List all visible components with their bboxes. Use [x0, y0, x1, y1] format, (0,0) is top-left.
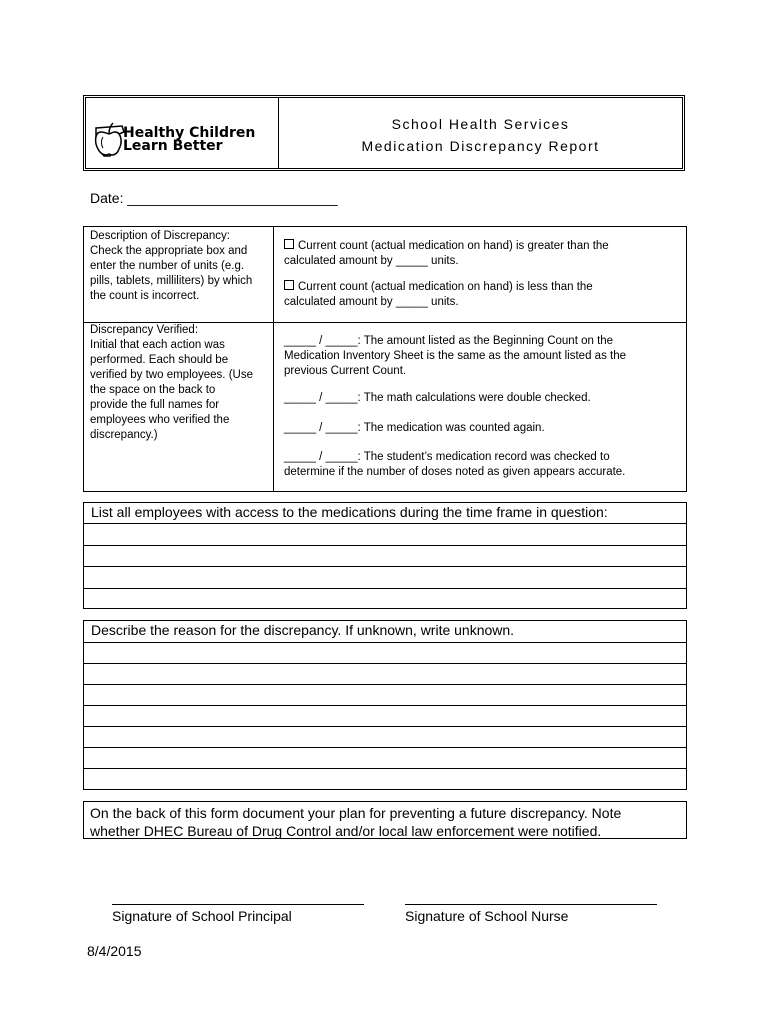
back-note-line: On the back of this form document your plan for preventing a future discrepancy. Note [90, 805, 622, 821]
verify-item-line: Medication Inventory Sheet is the same as the amount listed as the [284, 350, 626, 362]
row-divider [84, 705, 686, 706]
row-divider [84, 523, 686, 524]
title-cell [279, 98, 682, 168]
option-less-line: Current count (actual medication on hand) is less than the [298, 281, 593, 293]
row-divider [84, 768, 686, 769]
option-greater [284, 239, 609, 269]
option-less-line: calculated amount by _____ units. [284, 296, 459, 308]
description-label-line: the count is incorrect. [90, 290, 200, 302]
employees-list-header: List all employees with access to the medications during the time frame in question: [91, 504, 608, 520]
verify-item-beginning-count[interactable] [284, 334, 626, 379]
verify-item-line: _____ / _____: The student’s medication record was checked to [284, 451, 610, 463]
nurse-signature-line[interactable] [405, 904, 657, 905]
back-note-box [83, 801, 687, 839]
reason-list-box [83, 620, 687, 790]
verified-label-line: provide the full names for [90, 399, 220, 411]
verify-item-line: determine if the number of doses noted as given appears accurate. [284, 466, 626, 478]
row-divider [84, 684, 686, 685]
description-label-line: enter the number of units (e.g. [90, 260, 245, 272]
description-label-line: Description of Discrepancy: [90, 230, 230, 242]
row-divider [84, 726, 686, 727]
apple-logo-icon [92, 118, 126, 160]
verified-label [90, 323, 253, 443]
verified-label-line: employees who verified the [90, 414, 230, 426]
option-less [284, 280, 593, 310]
reason-list-header: Describe the reason for the discrepancy. If unknown, write unknown. [91, 622, 515, 638]
verified-label-line: discrepancy.) [90, 429, 158, 441]
verified-label-line: the space on the back to [90, 384, 216, 396]
form-title-line2: Medication Discrepancy Report [361, 138, 600, 154]
nurse-signature-label: Signature of School Nurse [405, 908, 569, 924]
description-label-line: pills, tablets, milliliters) by which [90, 275, 253, 287]
principal-signature-line[interactable] [112, 904, 364, 905]
verified-label-line: verified by two employees. (Use [90, 369, 253, 381]
logo-text-line1: Healthy Children [123, 125, 256, 141]
verified-label-line: Initial that each action was [90, 339, 225, 351]
verify-item-math[interactable]: _____ / _____: The math calculations were double checked. [284, 392, 591, 404]
verify-item-recount[interactable]: _____ / _____: The medication was counted again. [284, 422, 545, 434]
row-divider [84, 545, 686, 546]
employees-list-box [83, 502, 687, 609]
date-field[interactable]: Date: ___________________________ [90, 190, 338, 206]
row-divider [84, 747, 686, 748]
verify-item-line: _____ / _____: The amount listed as the Beginning Count on the [284, 335, 614, 347]
option-greater-line: Current count (actual medication on hand) is greater than the [298, 240, 609, 252]
logo-text-line2: Learn Better [123, 138, 223, 154]
less-checkbox[interactable] [284, 280, 294, 290]
description-label [90, 229, 252, 304]
verify-item-line: previous Current Count. [284, 365, 407, 377]
back-note [90, 804, 621, 840]
form-title-line1: School Health Services [391, 116, 570, 132]
logo-cell [86, 98, 279, 168]
greater-checkbox[interactable] [284, 239, 294, 249]
header-box [83, 95, 685, 171]
verify-item-record[interactable] [284, 450, 625, 480]
back-note-line: whether DHEC Bureau of Drug Control and/or local law enforcement were notified. [90, 823, 602, 839]
principal-signature-label: Signature of School Principal [112, 908, 292, 924]
description-label-line: Check the appropriate box and [90, 245, 248, 257]
row-divider [84, 588, 686, 589]
verified-label-line: Discrepancy Verified: [90, 324, 199, 336]
row-divider [84, 642, 686, 643]
verified-label-line: performed. Each should be [90, 354, 229, 366]
footer-date: 8/4/2015 [87, 943, 142, 959]
discrepancy-table [83, 226, 687, 492]
row-divider [84, 663, 686, 664]
table-divider [273, 227, 274, 491]
row-divider [84, 566, 686, 567]
option-greater-line: calculated amount by _____ units. [284, 255, 459, 267]
